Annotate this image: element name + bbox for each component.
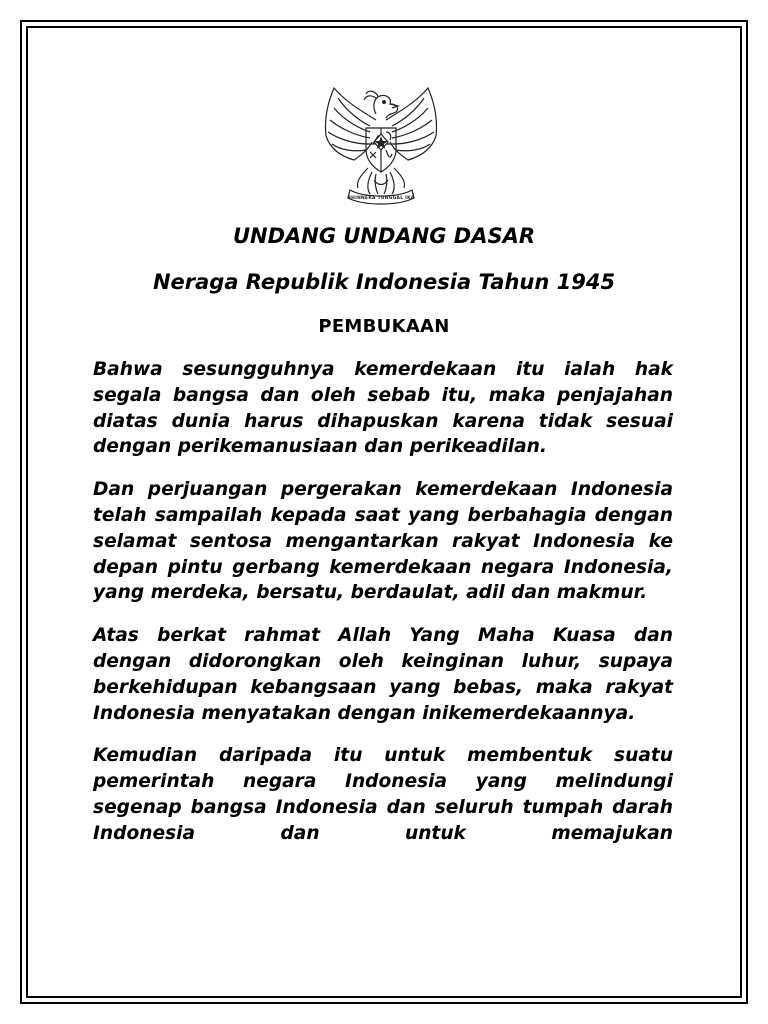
document-title: UNDANG UNDANG DASAR [232, 224, 536, 248]
paragraph-1: Bahwa sesungguhnya kemerdekaan itu ialah hak segala bangsa dan oleh sebab itu, maka penjajahan diatas dunia harus dihapuskan karena tidak sesuai dengan perikemanusiaan dan perikeadilan. [93, 359, 673, 458]
svg-text:BHINNEKA TUNGGAL IKA: BHINNEKA TUNGGAL IKA [347, 196, 415, 201]
section-heading: PEMBUKAAN [318, 316, 450, 337]
document-subtitle: Neraga Republik Indonesia Tahun 1945 [152, 270, 616, 294]
garuda-pancasila-emblem-icon [320, 84, 442, 208]
document-body [93, 357, 673, 864]
paragraph-4: Kemudian daripada itu untuk membentuk suatu pemerintah negara Indonesia yang melindungi segenap bangsa Indonesia dan seluruh tumpah darah Indonesia dan untuk memajukan [93, 745, 673, 844]
paragraph-3: Atas berkat rahmat Allah Yang Maha Kuasa dan dengan didorongkan oleh keinginan luhur, supaya berkehidupan kebangsaan yang bebas, maka rakyat Indonesia menyatakan dengan inikemerdekaannya. [93, 625, 673, 724]
paragraph-2: Dan perjuangan pergerakan kemerdekaan Indonesia telah sampailah kepada saat yang berbahagia dengan selamat sentosa mengantarkan rakyat Indonesia ke depan pintu gerbang kemerdekaan negara Indonesia, yang merdeka, bersatu, berdaulat, adil dan makmur. [93, 479, 673, 604]
